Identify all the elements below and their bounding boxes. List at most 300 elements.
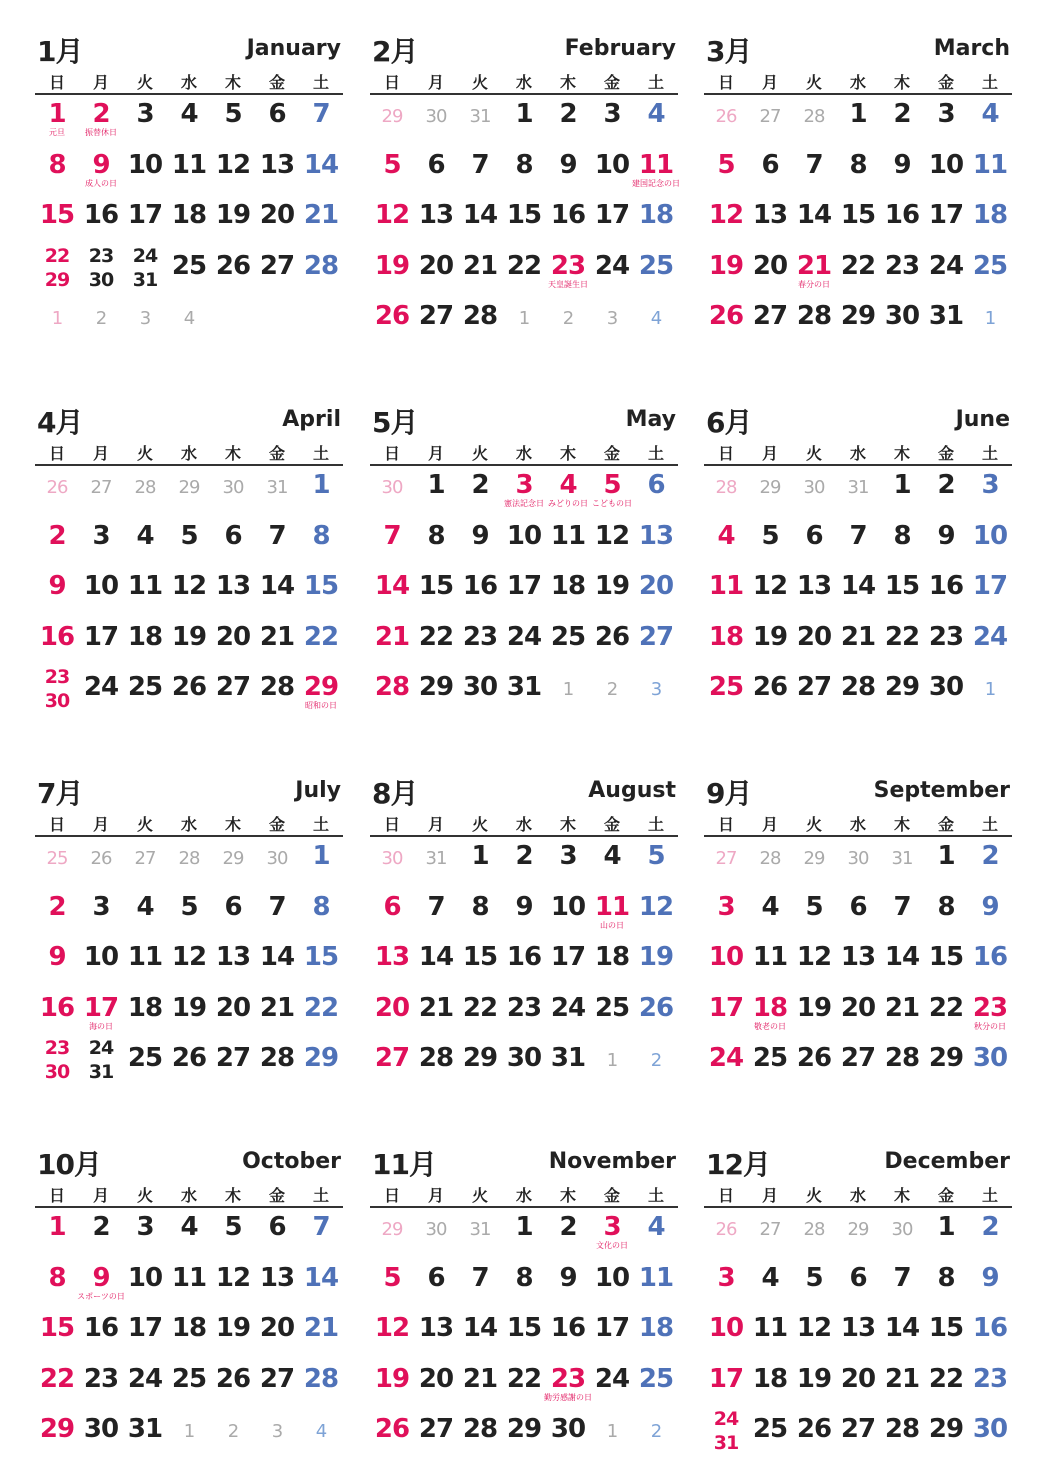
day-number: 15 — [303, 571, 339, 601]
day-number: 11 — [550, 520, 586, 551]
day-number: 24 — [594, 1363, 630, 1394]
day-cell — [79, 619, 123, 669]
day-number: 27 — [259, 250, 295, 281]
day-number: 29 — [928, 1414, 964, 1444]
day-cell — [299, 568, 343, 618]
day-cell — [299, 1361, 343, 1411]
weekday-label: 木 — [893, 1186, 910, 1205]
day-number: 19 — [796, 992, 832, 1023]
day-number: 16 — [928, 571, 964, 601]
weekday-label: 月 — [427, 1186, 444, 1205]
weekday-label: 水 — [849, 815, 866, 834]
day-number: 7 — [268, 891, 286, 922]
month-block — [35, 401, 343, 721]
day-number: 4 — [603, 841, 621, 871]
day-number: 4 — [761, 891, 779, 922]
day-cell — [880, 1411, 924, 1461]
holiday-name: 文化の日 — [596, 1241, 628, 1250]
day-number: 1 — [606, 1421, 618, 1442]
day-cell — [634, 1260, 678, 1310]
day-cell — [299, 990, 343, 1040]
weekday-label: 金 — [603, 1186, 620, 1205]
day-cell — [748, 96, 792, 146]
day-number: 18 — [594, 942, 630, 972]
month-number: 10月 — [37, 1148, 101, 1181]
day-cell — [880, 669, 924, 719]
day-number: 19 — [171, 992, 207, 1023]
day-number: 7 — [849, 520, 867, 551]
day-number: 19 — [215, 1313, 251, 1343]
day-cell — [968, 248, 1012, 298]
day-number: 31 — [713, 1432, 739, 1454]
day-cell — [35, 666, 79, 719]
weekday-label: 土 — [312, 815, 329, 834]
day-cell — [414, 889, 458, 939]
day-number: 12 — [638, 891, 674, 922]
day-cell — [370, 669, 414, 719]
day-number: 28 — [803, 106, 825, 127]
day-cell — [167, 1310, 211, 1360]
day-number: 20 — [259, 200, 295, 230]
day-number: 4 — [183, 308, 195, 329]
day-cell — [748, 1361, 792, 1411]
day-number: 14 — [462, 200, 498, 230]
day-number: 20 — [840, 1363, 876, 1394]
day-number: 12 — [796, 942, 832, 972]
day-number: 21 — [259, 992, 295, 1023]
month-name: February — [564, 36, 676, 61]
day-cell — [880, 1361, 924, 1411]
day-cell — [211, 619, 255, 669]
day-number: 1 — [984, 679, 996, 700]
weekday-label: 日 — [717, 444, 734, 463]
day-number: 21 — [462, 250, 498, 281]
day-number: 1 — [518, 308, 530, 329]
day-cell — [414, 568, 458, 618]
day-number: 10 — [550, 891, 586, 922]
day-number: 7 — [805, 149, 823, 180]
day-cell — [836, 518, 880, 568]
day-number: 18 — [972, 200, 1008, 230]
weekday-label: 土 — [981, 73, 998, 92]
day-cell — [590, 298, 634, 348]
day-cell — [79, 669, 123, 719]
day-cell — [968, 619, 1012, 669]
day-cell — [634, 889, 678, 939]
day-cell — [924, 939, 968, 989]
day-cell — [880, 298, 924, 348]
day-number: 20 — [215, 621, 251, 652]
weekday-label: 木 — [224, 815, 241, 834]
day-number: 11 — [171, 149, 207, 180]
day-number: 2 — [92, 99, 110, 129]
day-cell — [502, 518, 546, 568]
day-cell — [167, 889, 211, 939]
day-number: 2 — [893, 99, 911, 129]
day-number: 1 — [984, 308, 996, 329]
day-cell — [458, 1411, 502, 1461]
day-number: 25 — [972, 250, 1008, 281]
day-cell — [924, 1310, 968, 1360]
day-cell — [792, 1411, 836, 1461]
day-number: 2 — [937, 470, 955, 500]
day-number: 30 — [381, 848, 403, 869]
day-cell — [458, 1209, 502, 1259]
day-number: 8 — [515, 1262, 533, 1293]
day-number: 31 — [425, 848, 447, 869]
day-cell — [167, 1209, 211, 1259]
day-cell — [590, 518, 634, 568]
day-number: 30 — [884, 301, 920, 331]
day-cell — [255, 96, 299, 146]
day-number: 30 — [972, 1043, 1008, 1073]
day-cell — [79, 1209, 123, 1259]
holiday-name: 山の日 — [600, 920, 624, 930]
day-number: 5 — [717, 149, 735, 180]
day-number: 22 — [884, 621, 920, 652]
day-cell — [924, 619, 968, 669]
day-number: 30 — [506, 1043, 542, 1073]
day-cell — [35, 990, 79, 1040]
day-cell — [35, 197, 79, 247]
day-number: 25 — [594, 992, 630, 1023]
weekday-label: 木 — [893, 73, 910, 92]
day-cell — [546, 96, 590, 146]
day-number: 17 — [83, 621, 119, 652]
day-number: 20 — [418, 1363, 454, 1394]
day-cell — [792, 1361, 836, 1411]
day-cell — [748, 1040, 792, 1090]
day-number: 24 — [928, 250, 964, 281]
day-number: 24 — [708, 1043, 744, 1073]
day-cell — [546, 619, 590, 669]
day-number: 15 — [39, 200, 75, 230]
weekday-label: 木 — [893, 815, 910, 834]
day-number: 4 — [981, 99, 999, 129]
header-divider — [370, 835, 678, 837]
day-number: 10 — [506, 520, 542, 551]
day-cell — [167, 619, 211, 669]
day-cell — [370, 1040, 414, 1090]
day-number: 10 — [127, 1262, 163, 1293]
day-cell — [370, 518, 414, 568]
day-cell — [836, 1361, 880, 1411]
day-cell — [299, 939, 343, 989]
day-cell — [211, 147, 255, 197]
day-cell — [634, 1209, 678, 1259]
day-cell — [836, 197, 880, 247]
weekday-label: 金 — [603, 815, 620, 834]
day-cell — [502, 669, 546, 719]
day-number: 31 — [847, 477, 869, 498]
day-number: 1 — [562, 679, 574, 700]
day-number: 7 — [268, 520, 286, 551]
day-cell — [634, 838, 678, 888]
day-cell — [704, 96, 748, 146]
day-number: 6 — [849, 1262, 867, 1293]
day-cell — [35, 1260, 79, 1310]
day-number: 26 — [715, 1219, 737, 1240]
day-cell — [370, 990, 414, 1040]
day-cell — [35, 1411, 79, 1461]
day-cell — [414, 248, 458, 298]
day-number: 14 — [796, 200, 832, 230]
day-cell — [370, 1361, 414, 1411]
day-cell — [167, 669, 211, 719]
holiday-name: 振替休日 — [85, 128, 117, 137]
day-cell — [370, 838, 414, 888]
day-number: 29 — [840, 301, 876, 331]
weekday-label: 火 — [805, 73, 822, 92]
day-number: 20 — [840, 992, 876, 1023]
day-number: 5 — [761, 520, 779, 551]
day-cell — [748, 939, 792, 989]
weekday-label: 火 — [471, 73, 488, 92]
day-cell — [255, 248, 299, 298]
day-cell — [458, 838, 502, 888]
day-number: 31 — [88, 1061, 114, 1083]
month-block — [35, 772, 343, 1092]
day-number: 23 — [88, 244, 114, 267]
day-number: 15 — [884, 571, 920, 601]
day-number: 27 — [840, 1414, 876, 1444]
day-cell — [79, 147, 123, 197]
day-cell — [836, 939, 880, 989]
header-divider — [370, 1206, 678, 1208]
day-cell — [167, 96, 211, 146]
day-cell — [79, 889, 123, 939]
day-cell — [792, 1209, 836, 1259]
day-cell — [458, 669, 502, 719]
weekday-label: 日 — [383, 73, 400, 92]
day-number: 30 — [44, 690, 70, 712]
holiday-name: みどりの日 — [548, 499, 588, 508]
day-number: 16 — [39, 992, 75, 1023]
day-cell — [590, 1310, 634, 1360]
day-cell — [792, 889, 836, 939]
header-divider — [35, 835, 343, 837]
weekday-label: 水 — [180, 1186, 197, 1205]
day-cell — [924, 1209, 968, 1259]
day-cell — [590, 669, 634, 719]
day-cell — [590, 147, 634, 197]
day-cell — [880, 1260, 924, 1310]
day-cell — [968, 1411, 1012, 1461]
weekday-label: 月 — [761, 73, 778, 92]
day-cell — [299, 1209, 343, 1259]
day-cell — [546, 1310, 590, 1360]
day-cell — [123, 467, 167, 517]
day-number: 6 — [224, 891, 242, 922]
day-number: 6 — [224, 520, 242, 551]
month-name: September — [873, 778, 1010, 803]
day-cell — [748, 248, 792, 298]
month-number: 8月 — [372, 777, 418, 810]
weekday-label: 水 — [180, 73, 197, 92]
day-number: 22 — [39, 1363, 75, 1394]
weekday-label: 火 — [136, 1186, 153, 1205]
day-number: 15 — [506, 1313, 542, 1343]
day-cell — [968, 1209, 1012, 1259]
day-number: 22 — [462, 992, 498, 1023]
day-cell — [792, 96, 836, 146]
day-number: 2 — [562, 308, 574, 329]
day-number: 30 — [972, 1414, 1008, 1444]
day-cell — [546, 1209, 590, 1259]
day-cell — [458, 518, 502, 568]
day-cell — [880, 1040, 924, 1090]
day-number: 5 — [603, 470, 621, 500]
day-number: 31 — [550, 1043, 586, 1073]
day-cell — [836, 568, 880, 618]
day-cell — [502, 248, 546, 298]
day-number: 14 — [462, 1313, 498, 1343]
day-number: 23 — [83, 1363, 119, 1394]
day-number: 30 — [847, 848, 869, 869]
day-number: 13 — [215, 571, 251, 601]
day-number: 1 — [849, 99, 867, 129]
day-cell — [634, 96, 678, 146]
day-number: 12 — [374, 1313, 410, 1343]
day-number: 23 — [462, 621, 498, 652]
day-number: 17 — [127, 200, 163, 230]
day-cell — [502, 1411, 546, 1461]
day-number: 28 — [884, 1043, 920, 1073]
day-number: 29 — [381, 106, 403, 127]
day-number: 25 — [638, 250, 674, 281]
day-number: 2 — [650, 1050, 662, 1071]
day-number: 10 — [83, 571, 119, 601]
day-cell — [590, 248, 634, 298]
day-cell — [748, 197, 792, 247]
day-number: 2 — [606, 679, 618, 700]
day-number: 2 — [981, 1212, 999, 1242]
day-number: 3 — [515, 470, 533, 500]
day-number: 19 — [374, 250, 410, 281]
day-cell — [748, 518, 792, 568]
header-divider — [35, 1206, 343, 1208]
day-cell — [704, 1310, 748, 1360]
day-cell — [414, 96, 458, 146]
day-cell — [502, 467, 546, 517]
day-cell — [458, 1040, 502, 1090]
day-cell — [634, 248, 678, 298]
weekday-label: 金 — [268, 815, 285, 834]
day-cell — [123, 939, 167, 989]
month-number: 12月 — [706, 1148, 770, 1181]
day-cell — [546, 1361, 590, 1411]
day-cell — [167, 518, 211, 568]
header-divider — [704, 93, 1012, 95]
weekday-label: 木 — [893, 444, 910, 463]
day-number: 3 — [92, 520, 110, 551]
day-cell — [704, 1408, 748, 1461]
weekday-label: 木 — [224, 1186, 241, 1205]
day-number: 21 — [259, 621, 295, 652]
day-cell — [255, 568, 299, 618]
day-cell — [123, 889, 167, 939]
day-number: 5 — [224, 1212, 242, 1242]
day-cell — [924, 1361, 968, 1411]
weekday-label: 水 — [515, 815, 532, 834]
day-cell — [79, 990, 123, 1040]
day-cell — [123, 568, 167, 618]
day-number: 12 — [171, 942, 207, 972]
day-number: 29 — [418, 672, 454, 702]
day-number: 16 — [972, 942, 1008, 972]
day-cell — [458, 568, 502, 618]
day-number: 9 — [48, 942, 66, 972]
day-cell — [590, 889, 634, 939]
day-number: 13 — [215, 942, 251, 972]
day-number: 28 — [462, 301, 498, 331]
day-cell — [836, 889, 880, 939]
day-number: 8 — [849, 149, 867, 180]
day-cell — [836, 1310, 880, 1360]
weekday-label: 土 — [312, 1186, 329, 1205]
day-cell — [590, 939, 634, 989]
day-number: 1 — [312, 841, 330, 871]
day-cell — [968, 1040, 1012, 1090]
day-number: 15 — [506, 200, 542, 230]
day-cell — [546, 838, 590, 888]
day-number: 29 — [928, 1043, 964, 1073]
day-number: 17 — [708, 992, 744, 1023]
day-number: 18 — [752, 1363, 788, 1394]
day-cell — [968, 518, 1012, 568]
month-number: 2月 — [372, 35, 418, 68]
day-number: 4 — [180, 99, 198, 129]
day-cell — [458, 147, 502, 197]
day-cell — [458, 467, 502, 517]
day-number: 8 — [312, 891, 330, 922]
day-cell — [924, 1411, 968, 1461]
day-cell — [634, 467, 678, 517]
day-number: 3 — [937, 99, 955, 129]
day-number: 26 — [752, 672, 788, 702]
day-cell — [792, 1310, 836, 1360]
weekday-label: 木 — [224, 73, 241, 92]
holiday-name: スポーツの日 — [77, 1291, 125, 1301]
day-cell — [880, 838, 924, 888]
day-cell — [167, 1260, 211, 1310]
day-cell — [968, 838, 1012, 888]
day-number: 6 — [805, 520, 823, 551]
weekday-label: 火 — [471, 444, 488, 463]
month-name: June — [955, 407, 1010, 432]
day-cell — [35, 1310, 79, 1360]
day-cell — [880, 147, 924, 197]
day-number: 18 — [127, 621, 163, 652]
day-number: 15 — [928, 942, 964, 972]
month-name: May — [625, 407, 676, 432]
day-cell — [590, 467, 634, 517]
day-number: 5 — [180, 891, 198, 922]
day-cell — [880, 96, 924, 146]
day-cell — [968, 568, 1012, 618]
day-cell — [299, 248, 343, 298]
day-number: 26 — [796, 1043, 832, 1073]
day-number: 19 — [594, 571, 630, 601]
day-number: 18 — [638, 200, 674, 230]
month-name: December — [884, 1149, 1010, 1174]
day-number: 22 — [928, 1363, 964, 1394]
day-number: 19 — [374, 1363, 410, 1394]
day-cell — [370, 298, 414, 348]
day-cell — [748, 1411, 792, 1461]
day-cell — [634, 568, 678, 618]
day-cell — [880, 939, 924, 989]
